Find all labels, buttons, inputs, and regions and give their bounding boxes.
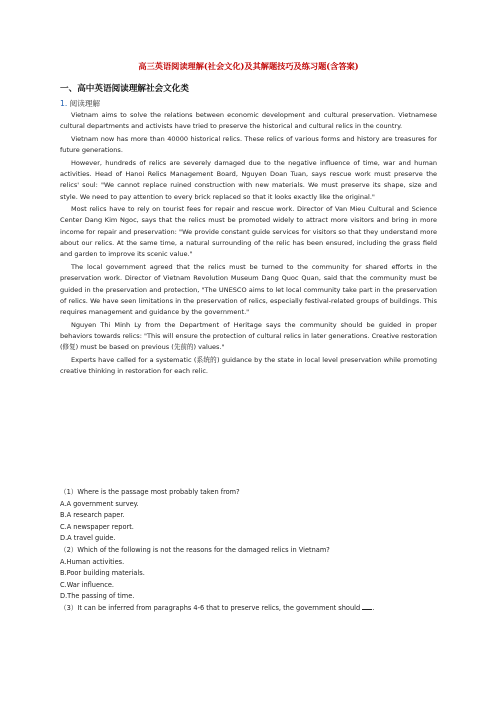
answer-option: D.A travel guide. — [60, 534, 116, 543]
answer-blank — [362, 603, 372, 610]
paragraph: The local government agreed that the relics must be turned to the community for shared efforts in the preservation work. Director of Vietnam Revolution Museum Dang Quoc Quan, said that the community must be guided in the preservation and protection, "The UNESCO aims to let local community take part in the preservation of relics. We have seen limitations in the preservation of relics, especially festival-related groups of buildings. This requires management and guidance by the government." — [60, 262, 437, 317]
paragraph: Vietnam aims to solve the relations between economic development and cultural preservation. Vietnamese cultural departments and activists have tried to preserve the historical and cultural relics in the country. — [60, 111, 437, 131]
question-label — [60, 98, 100, 109]
question-type: 阅读理解 — [69, 99, 101, 108]
question-stem: （1）Where is the passage most probably taken from? — [60, 488, 240, 496]
answer-option: B.Poor building materials. — [60, 569, 145, 578]
section-heading: 一、高中英语阅读理解社会文化类 — [60, 84, 189, 94]
question-number: 1. — [60, 99, 68, 108]
question-list — [60, 487, 437, 615]
question-stem: （2）Which of the following is not the reasons for the damaged relics in Vietnam? — [60, 545, 330, 554]
answer-option: D.The passing of time. — [60, 592, 135, 601]
question-stem: （3）It can be inferred from paragraphs 4-6 that to preserve relics, the government should — [60, 603, 361, 612]
answer-option: A.A government survey. — [60, 499, 139, 508]
answer-option: A.Human activities. — [60, 557, 125, 566]
answer-option: C.A newspaper report. — [60, 522, 134, 531]
paragraph: Nguyen Thi Minh Ly from the Department of Heritage says the community should be guided in proper behaviors towards relics: "This will ensure the protection of cultural relics in later generations. Creative restoration (修复) must be based on previous (先前的) values." — [60, 320, 437, 352]
answer-option: B.A research paper. — [60, 511, 125, 520]
reading-passage — [60, 110, 437, 379]
answer-option: C.War influence. — [60, 580, 115, 589]
paragraph: Experts have called for a systematic (系统的) guidance by the state in local level preservation while promoting creative thinking in restoration for each relic. — [60, 355, 437, 376]
question-stem-with-blank: （3）It can be inferred from paragraphs 4-6 that to preserve relics, the government should . — [60, 603, 375, 612]
document-title: 高三英语阅读理解(社会文化)及其解题技巧及练习题(含答案) — [138, 61, 359, 71]
paragraph: Most relics have to rely on tourist fees for repair and rescue work. Director of Van Mieu Cultural and Science Center Dang Kim Ngoc, says that the relics must be promoted widely to attract more visitors and bring in more income for repair and preservation: "We provide constant guide services for visitors so that they understand more about our relics. At the same time, a natural surrounding of the relic has been ensured, including the grass field and garden to improve its scenic value." — [60, 205, 437, 259]
paragraph: However, hundreds of relics are severely damaged due to the negative influence of time, war and human activities. Head of Hanoi Relics Management Board, Nguyen Doan Tuan, says rescue work must preserve the relics' soul: "We cannot replace ruined construction with new materials. We must preserve its shape, size and style. We need to pay attention to every brick replaced so that it looks exactly like the original." — [60, 158, 437, 201]
paragraph: Vietnam now has more than 40000 historical relics. These relics of various forms and history are treasures for future generations. — [60, 134, 437, 155]
